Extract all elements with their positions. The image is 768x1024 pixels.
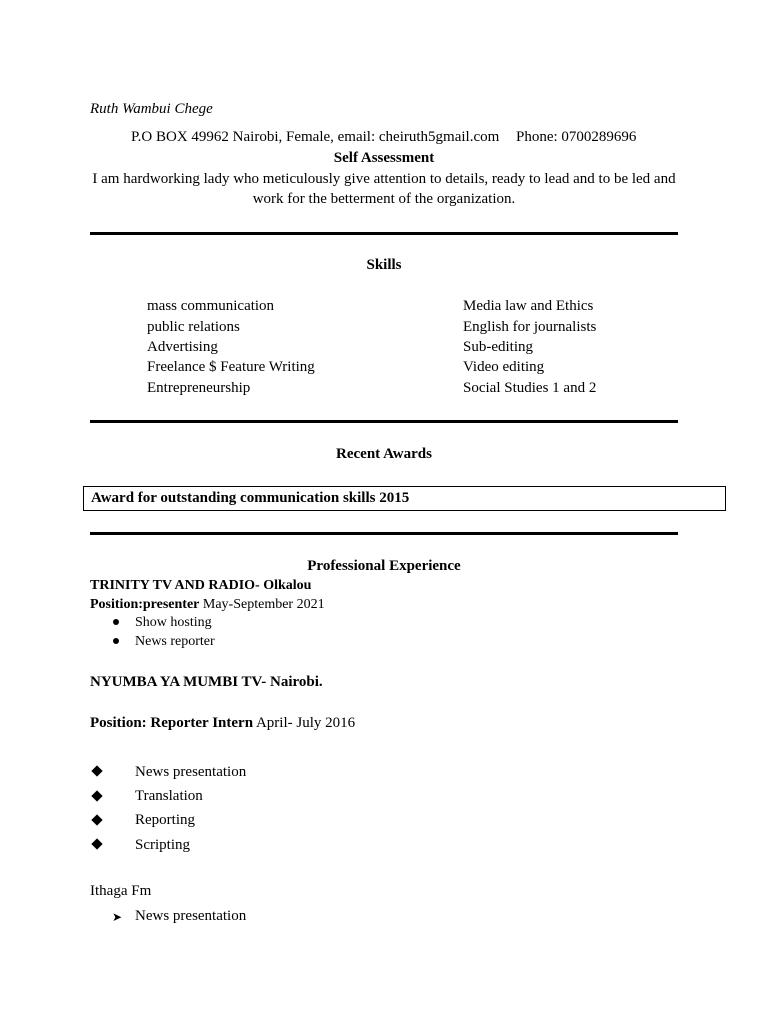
job1-period: May-September 2021 bbox=[199, 597, 325, 612]
job2-position-label: Position: Reporter Intern bbox=[90, 715, 254, 731]
job1-company: TRINITY TV AND RADIO- Olkalou bbox=[90, 578, 312, 593]
award-box bbox=[83, 486, 726, 511]
section-divider bbox=[90, 532, 678, 535]
job2-period: April- July 2016 bbox=[253, 715, 356, 731]
self-assessment-line-2: work for the betterment of the organization. bbox=[252, 191, 516, 207]
skill-item: Media law and Ethics bbox=[463, 298, 594, 314]
skill-item: Freelance $ Feature Writing bbox=[147, 359, 315, 375]
bullet-dot-icon bbox=[113, 619, 119, 625]
diamond-bullet-icon bbox=[91, 814, 102, 825]
skill-item: mass communication bbox=[147, 298, 275, 314]
skill-item: Sub-editing bbox=[463, 339, 533, 355]
section-divider bbox=[90, 232, 678, 235]
job1-duty: News reporter bbox=[135, 634, 215, 649]
skill-item: English for journalists bbox=[463, 319, 597, 335]
award-item: Award for outstanding communication skills 2015 bbox=[91, 490, 410, 506]
skill-item: Entrepreneurship bbox=[147, 380, 251, 396]
candidate-name: Ruth Wambui Chege bbox=[90, 101, 213, 117]
job1-position bbox=[90, 597, 325, 613]
experience-title: Professional Experience bbox=[307, 558, 461, 574]
job3-company: Ithaga Fm bbox=[90, 883, 152, 899]
job1-position-label: Position:presenter bbox=[90, 597, 200, 612]
job2-position bbox=[90, 715, 355, 732]
job2-duty: Scripting bbox=[135, 837, 190, 853]
job2-duty: News presentation bbox=[135, 764, 247, 780]
arrow-bullet-icon: ➤ bbox=[112, 910, 123, 924]
job2-company: NYUMBA YA MUMBI TV- Nairobi. bbox=[90, 674, 323, 690]
self-assessment-line-1: I am hardworking lady who meticulously give attention to details, ready to lead and to be led and bbox=[92, 171, 676, 187]
skills-title: Skills bbox=[366, 257, 402, 273]
awards-title: Recent Awards bbox=[336, 446, 432, 462]
skill-item: Social Studies 1 and 2 bbox=[463, 380, 597, 396]
bullet-dot-icon bbox=[113, 638, 119, 644]
job3-duty: News presentation bbox=[135, 908, 247, 924]
skill-item: Advertising bbox=[147, 339, 218, 355]
section-divider bbox=[90, 420, 678, 423]
contact-line: P.O BOX 49962 Nairobi, Female, email: cheiruth5gmail.com bbox=[131, 129, 500, 145]
skill-item: public relations bbox=[147, 319, 240, 335]
diamond-bullet-icon bbox=[91, 765, 102, 776]
self-assessment-title: Self Assessment bbox=[333, 150, 435, 166]
job2-duty: Translation bbox=[135, 788, 203, 804]
job1-duty: Show hosting bbox=[135, 615, 212, 630]
phone-line: Phone: 0700289696 bbox=[516, 129, 637, 145]
job2-duty: Reporting bbox=[135, 812, 195, 828]
skill-item: Video editing bbox=[463, 359, 545, 375]
diamond-bullet-icon bbox=[91, 838, 102, 849]
diamond-bullet-icon bbox=[91, 790, 102, 801]
